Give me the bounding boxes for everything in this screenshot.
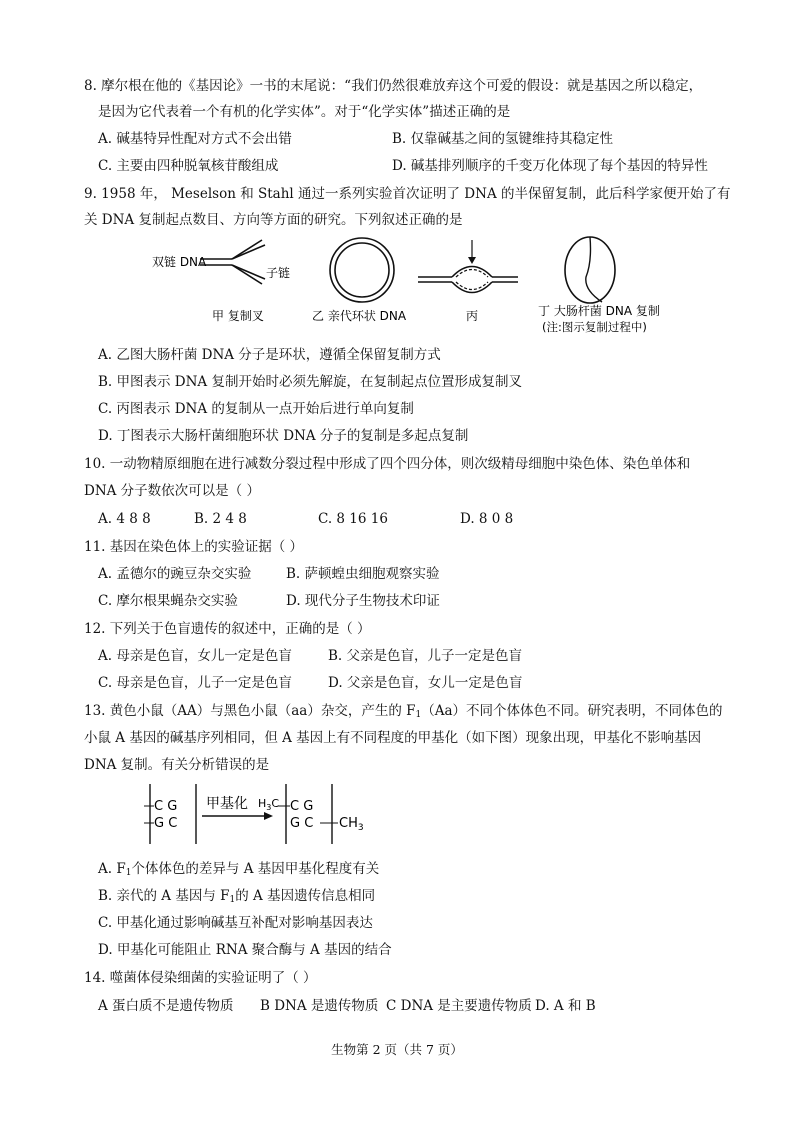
fig-caption-bing: 丙 [466,309,479,323]
q13-stem-line1 [84,702,723,724]
q11-stem: 11. 基因在染色体上的实验证据（ ） [84,539,304,555]
q10-option-b: B. 2 4 8 [194,511,247,527]
q14-option-d: D. A 和 B [535,998,596,1014]
q9-option-b: B. 甲图表示 DNA 复制开始时必须先解旋，在复制起点位置形成复制叉 [98,374,522,390]
q12-option-b: B. 父亲是色盲，儿子一定是色盲 [328,648,523,664]
q13-stem-line2: 小鼠 A 基因的碱基序列相同，但 A 基因上有不同程度的甲基化（如下图）现象出现，甲基化不影响基因 [84,730,702,746]
q14-option-a: A 蛋白质不是遗传物质 [98,998,234,1014]
q13-option-b [98,887,375,909]
q13-stem-part2: （Aa）不同个体体色不同。研究表明，不同体色的 [421,703,723,719]
fig-note-ding: (注:图示复制过程中) [542,320,647,334]
fig-methylation-label: 甲基化 [206,796,248,812]
dna-replication-figure [140,232,680,342]
q13-option-a [98,860,379,882]
q13-option-b-subscript: 1 [229,895,236,905]
q10-stem-line2: DNA 分子数依次可以是（ ） [84,483,260,499]
q8-stem-line1: 8. 摩尔根在他的《基因论》一书的末尾说：“我们仍然很难放弃这个可爱的假设：就是基因之所以稳定， [84,78,703,94]
figure-yi-circular-dna [312,238,407,323]
q12-option-c: C. 母亲是色盲，儿子一定是色盲 [98,675,292,691]
q11-option-c: C. 摩尔根果蝇杂交实验 [98,593,238,609]
q8-option-c: C. 主要由四种脱氧核苷酸组成 [98,158,279,174]
q13-option-b-text: 的 A 基因遗传信息相同 [235,888,376,904]
q13-stem-part1: 13. 黄色小鼠（AA）与黑色小鼠（aa）杂交，产生的 F [84,703,416,719]
fig-caption-jia: 甲 复制叉 [212,309,264,323]
q9-option-d: D. 丁图表示大肠杆菌细胞环状 DNA 分子的复制是多起点复制 [98,428,469,444]
q13-option-a-text: 个体体色的差异与 A 基因甲基化程度有关 [131,861,380,877]
fig-label-double-strand: 双链 DNA [152,255,207,269]
figure-jia-replication-fork [152,240,290,323]
q8-stem-line2: 是因为它代表着一个有机的化学实体”。对于“化学实体”描述正确的是 [98,104,511,120]
q10-option-a: A. 4 8 8 [98,511,151,527]
q12-option-a: A. 母亲是色盲，女儿一定是色盲 [98,648,292,664]
methylation-figure [140,782,380,848]
q13-option-a-prefix: A. F [98,861,126,877]
q9-stem-line2: 关 DNA 复制起点数目、方向等方面的研究。下列叙述正确的是 [84,212,463,228]
page-footer: 生物第 2 页（共 7 页） [331,1042,463,1057]
q8-option-b: B. 仅靠碱基之间的氢键维持其稳定性 [392,131,614,147]
q8-option-a: A. 碱基特异性配对方式不会出错 [98,131,292,147]
fig-h3c-label: $H_3C$ [258,797,280,812]
q10-option-c: C. 8 16 16 [318,511,388,527]
q8-option-d: D. 碱基排列顺序的千变万化体现了每个基因的特异性 [392,158,708,174]
q12-stem: 12. 下列关于色盲遗传的叙述中，正确的是（ ） [84,621,371,637]
q13-option-d: D. 甲基化可能阻止 RNA 聚合酶与 A 基因的结合 [98,942,392,958]
q11-option-a: A. 孟德尔的豌豆杂交实验 [98,566,252,582]
q10-option-d: D. 8 0 8 [460,511,514,527]
q14-option-b: B DNA 是遗传物质 [260,998,379,1014]
q13-stem-subscript: 1 [415,710,422,720]
fig-pair-cg-left: C G [154,799,178,814]
q9-stem-line1: 9. 1958 年， Meselson 和 Stahl 通过一系列实验首次证明了 DNA 的半保留复制，此后科学家便开始了有 [84,186,731,202]
fig-label-daughter-strand: 子链 [266,266,291,280]
figure-bing-replication-bubble [418,240,518,323]
figure-ding-ecoli-dna [538,237,660,334]
fig-pair-gc-right: G C [290,816,314,831]
q14-option-c: C DNA 是主要遗传物质 [386,998,532,1014]
fig-pair-gc-left: G C [154,816,178,831]
q9-option-a: A. 乙图大肠杆菌 DNA 分子是环状，遵循全保留复制方式 [98,347,441,363]
q13-option-c: C. 甲基化通过影响碱基互补配对影响基因表达 [98,915,373,931]
q13-option-a-subscript: 1 [125,868,132,878]
q13-stem-line3: DNA 复制。有关分析错误的是 [84,757,270,773]
q13-option-b-prefix: B. 亲代的 A 基因与 F [98,888,230,904]
q11-option-b: B. 萨顿蝗虫细胞观察实验 [286,566,440,582]
q11-option-d: D. 现代分子生物技术印证 [286,593,440,609]
q14-stem: 14. 噬菌体侵染细菌的实验证明了（ ） [84,970,317,986]
q10-stem-line1: 10. 一动物精原细胞在进行减数分裂过程中形成了四个四分体，则次级精母细胞中染色体、染色单体和 [84,456,691,472]
fig-caption-yi: 乙 亲代环状 DNA [312,309,407,323]
q12-option-d: D. 父亲是色盲，女儿一定是色盲 [328,675,523,691]
fig-caption-ding: 丁 大肠杆菌 DNA 复制 [538,304,660,318]
q9-option-c: C. 丙图表示 DNA 的复制从一点开始后进行单向复制 [98,401,414,417]
fig-ch3-label: $CH_3$ [339,816,364,833]
fig-pair-cg-right: C G [290,799,314,814]
